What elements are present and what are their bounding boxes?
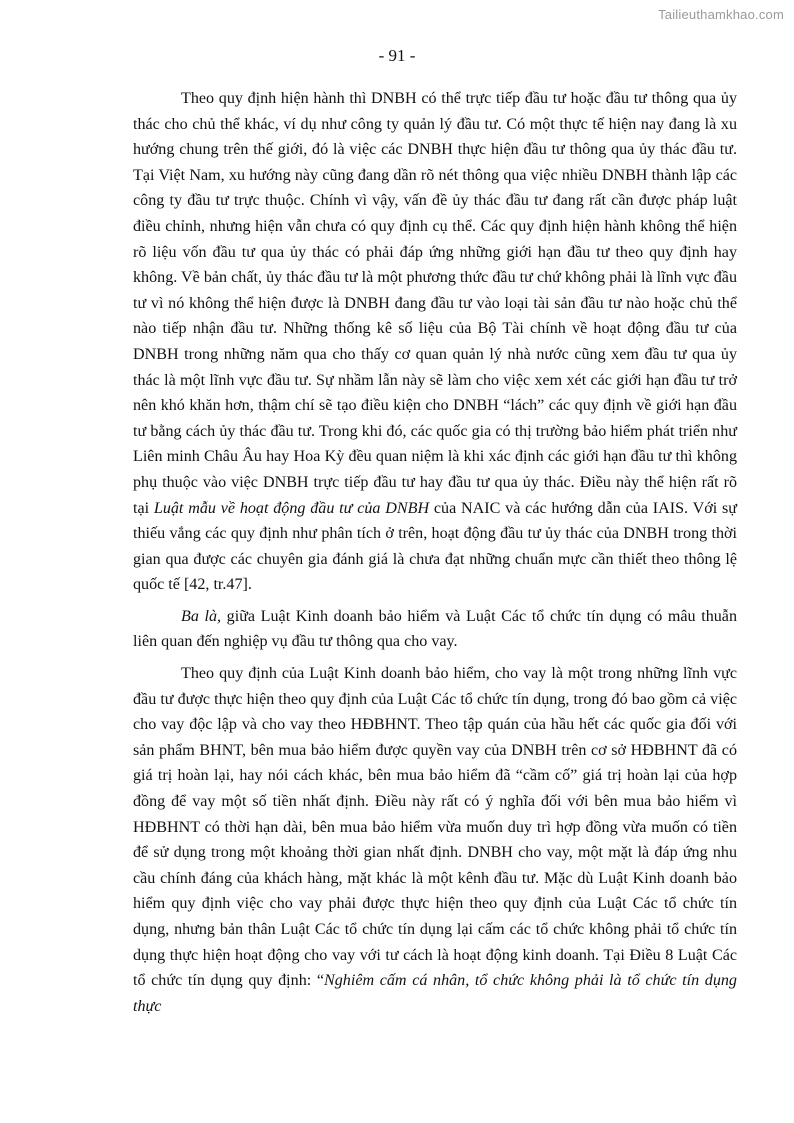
paragraph-3	[133, 661, 737, 1019]
paragraph-1-text-b: của NAIC và các hướng dẫn của IAIS. Với sự thiếu vắng các quy định như phân tích ở trên, hoạt động đầu tư ủy thác của DNBH trong thời gian qua được các chuyên gia đánh giá là chưa đạt những chuẩn mực cần thiết theo thông lệ quốc tế [42, tr.47].	[133, 499, 737, 594]
paragraph-2-italic-lead: Ba là,	[181, 607, 222, 625]
paragraph-3-italic-quote: Nghiêm cấm cá nhân, tổ chức không phải là tổ chức tín dụng thực	[133, 972, 737, 1015]
paragraph-3-text: Theo quy định của Luật Kinh doanh bảo hiểm, cho vay là một trong những lĩnh vực đầu tư được thực hiện theo quy định của Luật Các tổ chức tín dụng, trong đó bao gồm cả việc cho vay độc lập và cho vay theo HĐBHNT. Theo tập quán của hầu hết các quốc gia đối với sản phẩm BHNT, bên mua bảo hiểm được quyền vay của DNBH trên cơ sở HĐBHNT đã có giá trị hoàn lại, hay nói cách khác, bên mua bảo hiểm đã “cầm cố” giá trị hoàn lại của hợp đồng để vay một số tiền nhất định. Điều này rất có ý nghĩa đối với bên mua bảo hiểm vì HĐBHNT có thời hạn dài, bên mua bảo hiểm vừa muốn duy trì hợp đồng vừa muốn có tiền để sử dụng trong một khoảng thời gian nhất định. DNBH cho vay, một mặt là đáp ứng nhu cầu chính đáng của khách hàng, mặt khác là một kênh đầu tư. Mặc dù Luật Kinh doanh bảo hiểm quy định việc cho vay phải được thực hiện theo quy định của Luật Các tổ chức tín dụng, nhưng bản thân Luật Các tổ chức tín dụng lại cấm các tổ chức không phải tổ chức tín dụng thực hiện hoạt động cho vay với tư cách là hoạt động kinh doanh. Tại Điều 8 Luật Các tổ chức tín dụng quy định: “	[133, 665, 737, 990]
document-body	[133, 86, 737, 1025]
paragraph-1	[133, 86, 737, 598]
paragraph-2	[133, 604, 737, 655]
paragraph-1-text-a: Theo quy định hiện hành thì DNBH có thể trực tiếp đầu tư hoặc đầu tư thông qua ủy thác cho chủ thể khác, ví dụ như công ty quản lý đầu tư. Có một thực tế hiện nay đang là xu hướng chung trên thế giới, đó là việc các DNBH thực hiện đầu tư thông qua ủy thác đầu tư. Tại Việt Nam, xu hướng này cũng đang dần rõ nét thông qua việc nhiều DNBH thành lập các công ty đầu tư trực thuộc. Chính vì vậy, vấn đề ủy thác đầu tư đang rất cần được pháp luật điều chỉnh, nhưng hiện vẫn chưa có quy định cụ thể. Các quy định hiện hành không thể hiện rõ liệu vốn đầu tư qua ủy thác có phải đáp ứng những giới hạn đầu tư theo quy định hay không. Về bản chất, ủy thác đầu tư là một phương thức đầu tư chứ không phải là lĩnh vực đầu tư vì nó không thể hiện được là DNBH đang đầu tư vào loại tài sản đầu tư nào hoặc chủ thể nào tiếp nhận đầu tư. Những thống kê số liệu của Bộ Tài chính về hoạt động đầu tư của DNBH trong những năm qua cho thấy cơ quan quản lý nhà nước cũng xem đầu tư qua ủy thác là một lĩnh vực đầu tư. Sự nhầm lẫn này sẽ làm cho việc xem xét các giới hạn đầu tư trở nên khó khăn hơn, thậm chí sẽ tạo điều kiện cho DNBH “lách” các quy định về giới hạn đầu tư bằng cách ủy thác đầu tư. Trong khi đó, các quốc gia có thị trường bảo hiểm phát triển như Liên minh Châu Âu hay Hoa Kỳ đều quan niệm là khi xác định các giới hạn đầu tư thì không phụ thuộc vào việc DNBH trực tiếp đầu tư hay đầu tư qua ủy thác. Điều này thể hiện rất rõ tại	[133, 90, 737, 517]
watermark: Tailieuthamkhao.com	[658, 7, 784, 22]
paragraph-2-text: giữa Luật Kinh doanh bảo hiểm và Luật Các tổ chức tín dụng có mâu thuẫn liên quan đến nghiệp vụ đầu tư thông qua cho vay.	[133, 607, 737, 651]
page-number: - 91 -	[378, 46, 416, 65]
paragraph-1-italic-title: Luật mẫu về hoạt động đầu tư của DNBH	[153, 499, 430, 517]
